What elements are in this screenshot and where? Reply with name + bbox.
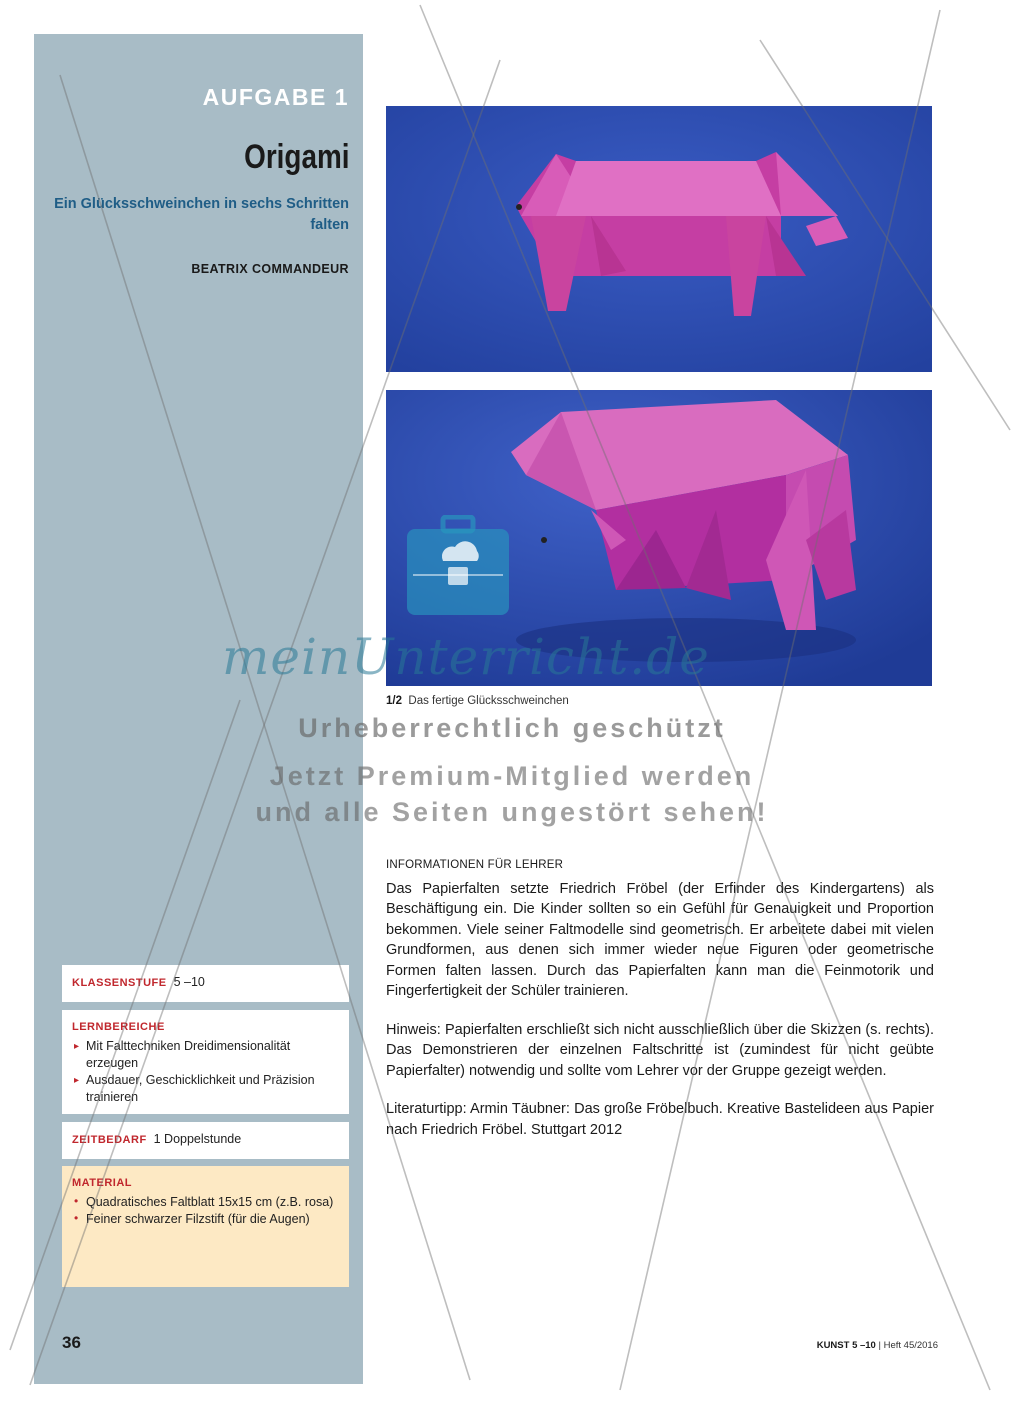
triangle-bullet-icon: ▸ (74, 1075, 80, 1086)
page-number: 36 (62, 1333, 81, 1352)
dot-bullet-icon: • (74, 1194, 79, 1208)
photo-caption (386, 695, 569, 707)
info-paragraph: Literaturtipp: Armin Täubner: Das große Fröbelbuch. Kreative Bastelideen aus Papier nach Friedrich Fröbel. Stuttgart 2012 (386, 1101, 934, 1138)
caption-text: Das fertige Glücksschweinchen (408, 695, 569, 707)
material-list (72, 1194, 339, 1228)
list-item: • Quadratisches Faltblatt 15x15 cm (z.B. rosa) (74, 1194, 334, 1209)
watermark-logo: meinUnterricht.de (222, 628, 710, 686)
photo-pig-side (386, 106, 932, 372)
subtitle: Ein Glücksschweinchen in sechs Schritten falten (54, 196, 349, 233)
footer-issue: Heft 45/2016 (883, 1340, 938, 1351)
watermark-premium-text (0, 758, 1024, 830)
lernbereiche-box (62, 1010, 349, 1114)
watermark-line: Jetzt Premium-Mitglied werden (269, 761, 755, 791)
list-item: • Feiner schwarzer Filzstift (für die Augen) (74, 1211, 310, 1226)
dot-bullet-icon: • (74, 1211, 79, 1225)
triangle-bullet-icon: ▸ (74, 1041, 80, 1052)
lernbereiche-list (72, 1038, 339, 1106)
origami-pig-side-image (386, 106, 932, 372)
list-item: ▸ Ausdauer, Geschicklichkeit und Präzision trainieren (74, 1073, 315, 1104)
list-item: ▸ Mit Falttechniken Dreidimensionalität erzeugen (74, 1039, 291, 1070)
footer-magazine: KUNST 5 –10 (816, 1340, 876, 1351)
caption-number: 1/2 (386, 695, 402, 707)
watermark-line: und alle Seiten ungestört sehen! (255, 797, 769, 827)
klassenstufe-box (62, 965, 349, 1002)
zeitbedarf-label: ZEITBEDARF (72, 1134, 147, 1146)
info-paragraph: Das Papierfalten setzte Friedrich Fröbel (der Erfinder des Kindergartens) als Beschäftigung ein. Die Kinder sollten so ein Gefühl für Genauigkeit und Proportion bekommen. Viele seiner Faltmodelle sind geometrisch. Er arbeitete dabei mit vielen Grundformen, aus denen sich immer wieder neue Figuren oder geometrische Formen falten lassen. Durch das Papierfalten kann man die Feinmotorik und Fingerfertigkeit der Schüler trainieren. (386, 880, 934, 999)
material-box (62, 1166, 349, 1287)
material-label: MATERIAL (72, 1177, 133, 1189)
page-title: Origami (243, 138, 349, 176)
klassenstufe-value: 5 –10 (173, 975, 205, 989)
author: BEATRIX COMMANDEUR (191, 262, 349, 276)
zeitbedarf-value: 1 Doppelstunde (153, 1132, 242, 1146)
info-paragraph: Hinweis: Papierfalten erschließt sich nicht ausschließlich über die Skizzen (s. rechts). Das Demonstrieren der einzelnen Faltschritte ist (zumindest für nicht geübte Papierfalter) notwendig und sollte vom Lehrer vor der Gruppe gezeigt werden. (386, 1021, 934, 1079)
klassenstufe-label: KLASSENSTUFE (72, 977, 167, 989)
watermark-copyright-text: Urheberrechtlich geschützt (298, 713, 726, 743)
footer: KUNST 5 –10 | Heft 45/2016 (816, 1340, 938, 1351)
zeitbedarf-box (62, 1122, 349, 1159)
info-heading: INFORMATIONEN FÜR LEHRER (386, 859, 564, 871)
teacher-info (386, 855, 934, 1158)
briefcase-cloud-icon (405, 515, 511, 619)
task-label: AUFGABE 1 (202, 84, 349, 110)
lernbereiche-label: LERNBEREICHE (72, 1021, 165, 1033)
